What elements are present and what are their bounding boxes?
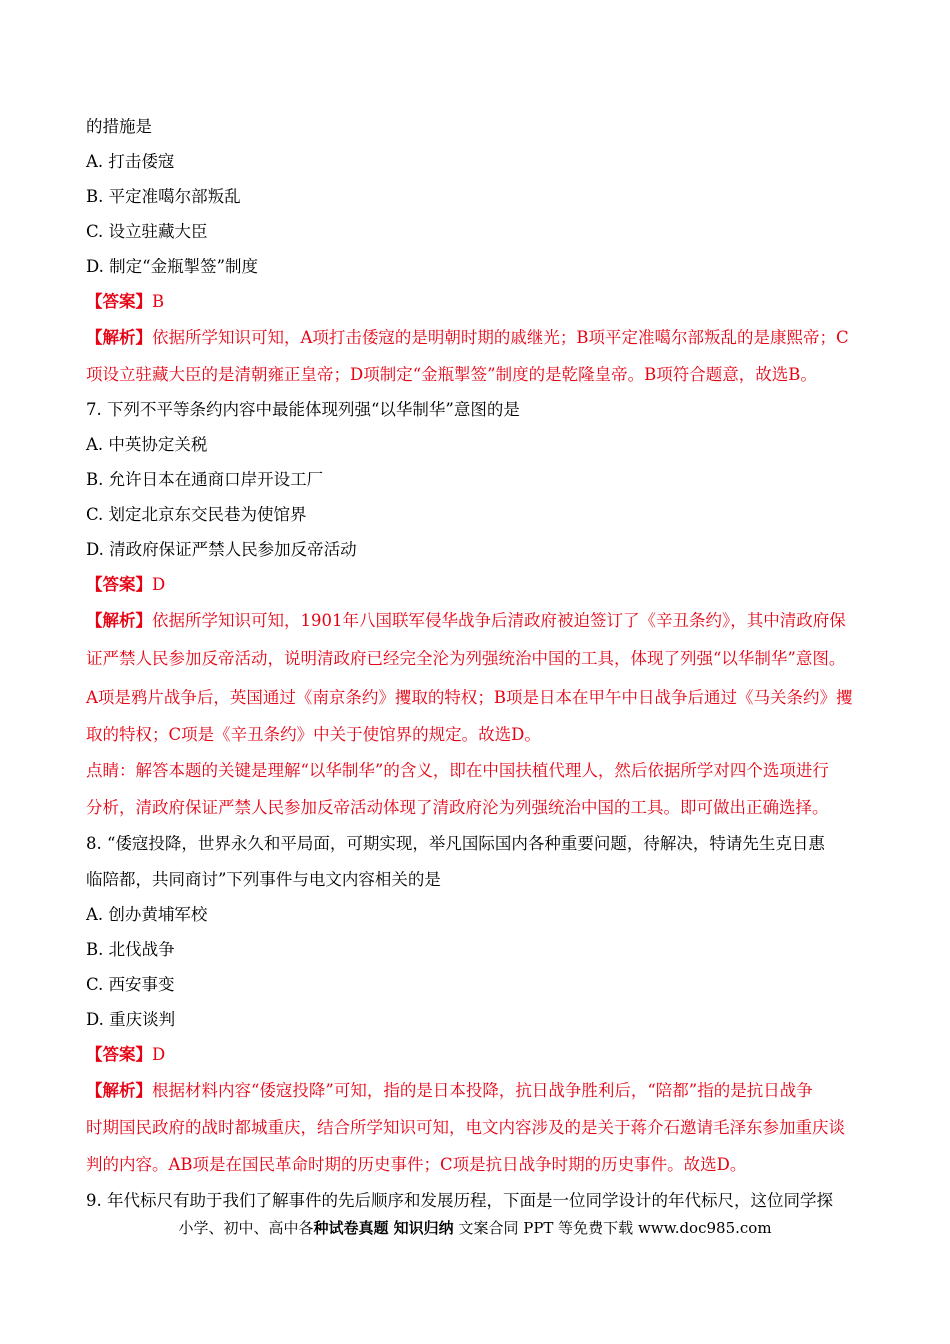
q6-analysis-line-2: 项设立驻藏大臣的是清朝雍正皇帝；D项制定“金瓶掣签”制度的是乾隆皇帝。B项符合题意，故选B。 (86, 365, 817, 384)
q8-stem-line-1: 8. “倭寇投降，世界永久和平局面，可期实现，举凡国际国内各种重要问题，待解决，特请先生克日惠 (86, 834, 825, 853)
footer-text-2: 种试卷真题 知识归纳 (313, 1219, 454, 1237)
q8-answer (86, 1044, 864, 1066)
q8-stem-line-2: 临陪都，共同商讨”下列事件与电文内容相关的是 (86, 870, 441, 889)
footer-text-1: 小学、初中、高中各 (178, 1219, 314, 1237)
q6-option-b: B. 平定准噶尔部叛乱 (86, 187, 241, 206)
q6-option-d: D. 制定“金瓶掣签”制度 (86, 257, 259, 276)
q6-option-c: C. 设立驻藏大臣 (86, 222, 208, 241)
q9-stem: 9. 年代标尺有助于我们了解事件的先后顺序和发展历程，下面是一位同学设计的年代标尺，这位同学探 (86, 1191, 833, 1210)
q7-option-d: D. 清政府保证严禁人民参加反帝活动 (86, 540, 357, 559)
analysis-text: 依据所学知识可知，A项打击倭寇的是明朝时期的戚继光；B项平定准噶尔部叛乱的是康熙帝；C (152, 328, 849, 347)
q7-stem: 7. 下列不平等条约内容中最能体现列强“以华制华”意图的是 (86, 400, 520, 419)
q7-answer (86, 574, 864, 596)
analysis-text: 根据材料内容“倭寇投降”可知，指的是日本投降，抗日战争胜利后，“陪都”指的是抗日战争 (152, 1081, 813, 1100)
q7-analysis-line-3: A项是鸦片战争后，英国通过《南京条约》攫取的特权；B项是日本在甲午中日战争后通过《马关条约》攫 (86, 688, 853, 707)
q6-stem-tail: 的措施是 (86, 117, 152, 136)
analysis-text: 依据所学知识可知，1901年八国联军侵华战争后清政府被迫签订了《辛丑条约》，其中清政府保 (152, 611, 846, 630)
answer-value: D (152, 1045, 166, 1064)
page-footer (0, 1218, 950, 1238)
q7-option-a: A. 中英协定关税 (86, 435, 208, 454)
footer-text-3: 文案合同 PPT 等免费下载 www.doc985.com (453, 1219, 772, 1237)
q8-option-d: D. 重庆谈判 (86, 1010, 176, 1029)
q7-option-b: B. 允许日本在通商口岸开设工厂 (86, 470, 324, 489)
q8-analysis-line-3: 判的内容。AB项是在国民革命时期的历史事件；C项是抗日战争时期的历史事件。故选D。 (86, 1155, 747, 1174)
q8-analysis-line-1 (86, 1080, 864, 1102)
answer-tag: 【答案】 (86, 1045, 152, 1064)
analysis-tag: 【解析】 (86, 1081, 152, 1100)
analysis-tag: 【解析】 (86, 328, 152, 347)
answer-value: B (152, 292, 165, 311)
answer-tag: 【答案】 (86, 575, 152, 594)
q8-option-b: B. 北伐战争 (86, 940, 175, 959)
q6-answer (86, 291, 864, 313)
q7-tip-line-2: 分析，清政府保证严禁人民参加反帝活动体现了清政府沦为列强统治中国的工具。即可做出正确选择。 (86, 798, 829, 817)
q7-tip-line-1: 点睛：解答本题的关键是理解“以华制华”的含义，即在中国扶植代理人，然后依据所学对四个选项进行 (86, 761, 829, 780)
q7-analysis-line-2: 证严禁人民参加反帝活动，说明清政府已经完全沦为列强统治中国的工具，体现了列强“以华制华”意图。 (86, 649, 846, 668)
answer-value: D (152, 575, 166, 594)
answer-tag: 【答案】 (86, 292, 152, 311)
q8-option-c: C. 西安事变 (86, 975, 175, 994)
analysis-tag: 【解析】 (86, 611, 152, 630)
q8-analysis-line-2: 时期国民政府的战时都城重庆，结合所学知识可知，电文内容涉及的是关于蒋介石邀请毛泽东参加重庆谈 (86, 1118, 845, 1137)
q6-option-a: A. 打击倭寇 (86, 152, 175, 171)
q7-analysis-line-1 (86, 610, 864, 632)
q7-analysis-line-4: 取的特权；C项是《辛丑条约》中关于使馆界的规定。故选D。 (86, 725, 541, 744)
q8-option-a: A. 创办黄埔军校 (86, 905, 208, 924)
q7-option-c: C. 划定北京东交民巷为使馆界 (86, 505, 307, 524)
q6-analysis-line-1 (86, 327, 864, 349)
